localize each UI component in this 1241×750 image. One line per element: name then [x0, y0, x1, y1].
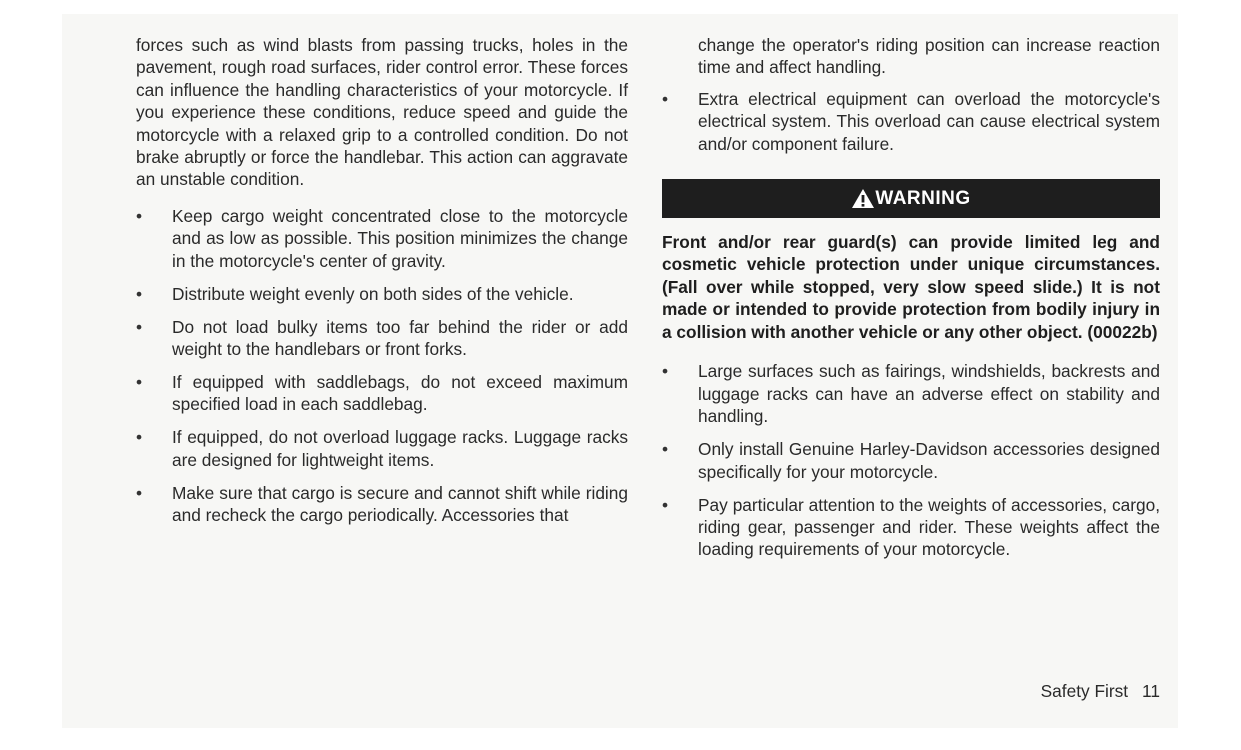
bullet-text: • Distribute weight evenly on both sides of the vehicle.	[172, 283, 574, 304]
bullet-text: • Make sure that cargo is secure and cannot shift while riding and recheck the cargo periodically. Accessories that	[172, 482, 628, 526]
list-item	[136, 426, 628, 471]
list-item	[136, 205, 628, 272]
bullet-text: • Extra electrical equipment can overload the motorcycle's electrical system. This overload can cause electrical system and/or component failure.	[698, 88, 1160, 154]
footer-section-title: Safety First	[1040, 681, 1129, 701]
page-number: 11	[1142, 681, 1160, 701]
warning-text: Front and/or rear guard(s) can provide limited leg and cosmetic vehicle protection under unique circumstances. (Fall over while stopped, very slow speed slide.) It is not made or intended to provide protection from bodily injury in a collision with another vehicle or any other object. (00022b)	[662, 232, 1160, 342]
list-item	[662, 360, 1160, 427]
page-footer	[1041, 681, 1160, 702]
bullet-text: • If equipped, do not overload luggage racks. Luggage racks are designed for lightweight items.	[172, 427, 628, 470]
right-column	[662, 34, 1160, 571]
bullet-text: • Only install Genuine Harley-Davidson accessories designed specifically for your motorcycle.	[698, 439, 1160, 482]
bullet-text: • Large surfaces such as fairings, windshields, backrests and luggage racks can have an adverse effect on stability and handling.	[698, 361, 1160, 427]
bullet-text: • Pay particular attention to the weights of accessories, cargo, riding gear, passenger and rider. These weights affect the loading requirements of your motorcycle.	[698, 494, 1160, 560]
continued-paragraph: change the operator's riding position can increase reaction time and affect handling.	[698, 35, 1160, 78]
list-item	[662, 494, 1160, 561]
warning-banner	[662, 179, 1160, 218]
bullet-text: • Keep cargo weight concentrated close to the motorcycle and as low as possible. This position minimizes the change in the motorcycle's center of gravity.	[172, 205, 628, 271]
right-bullet-list-bottom	[662, 360, 1160, 560]
bullet-text: • Do not load bulky items too far behind the rider or add weight to the handlebars or front forks.	[172, 316, 628, 360]
bullet-text: • If equipped with saddlebags, do not exceed maximum specified load in each saddlebag.	[172, 372, 628, 415]
list-item	[662, 438, 1160, 483]
list-item	[136, 316, 628, 361]
left-column	[136, 34, 628, 537]
list-item	[136, 283, 628, 305]
list-item	[662, 88, 1160, 155]
document-page	[62, 14, 1178, 728]
warning-label: WARNING	[875, 187, 971, 209]
right-bullet-list-top	[662, 88, 1160, 155]
intro-paragraph: forces such as wind blasts from passing trucks, holes in the pavement, rough road surfaces, rider control error. These forces can influence the handling characteristics of your motorcycle. If you experience these conditions, reduce speed and guide the motorcycle with a relaxed grip to a controlled condition. Do not brake abruptly or force the handlebar. This action can aggravate an unstable condition.	[136, 35, 628, 190]
list-item	[136, 371, 628, 416]
list-item	[136, 482, 628, 527]
warning-triangle-icon	[851, 188, 875, 209]
left-bullet-list	[136, 205, 628, 527]
